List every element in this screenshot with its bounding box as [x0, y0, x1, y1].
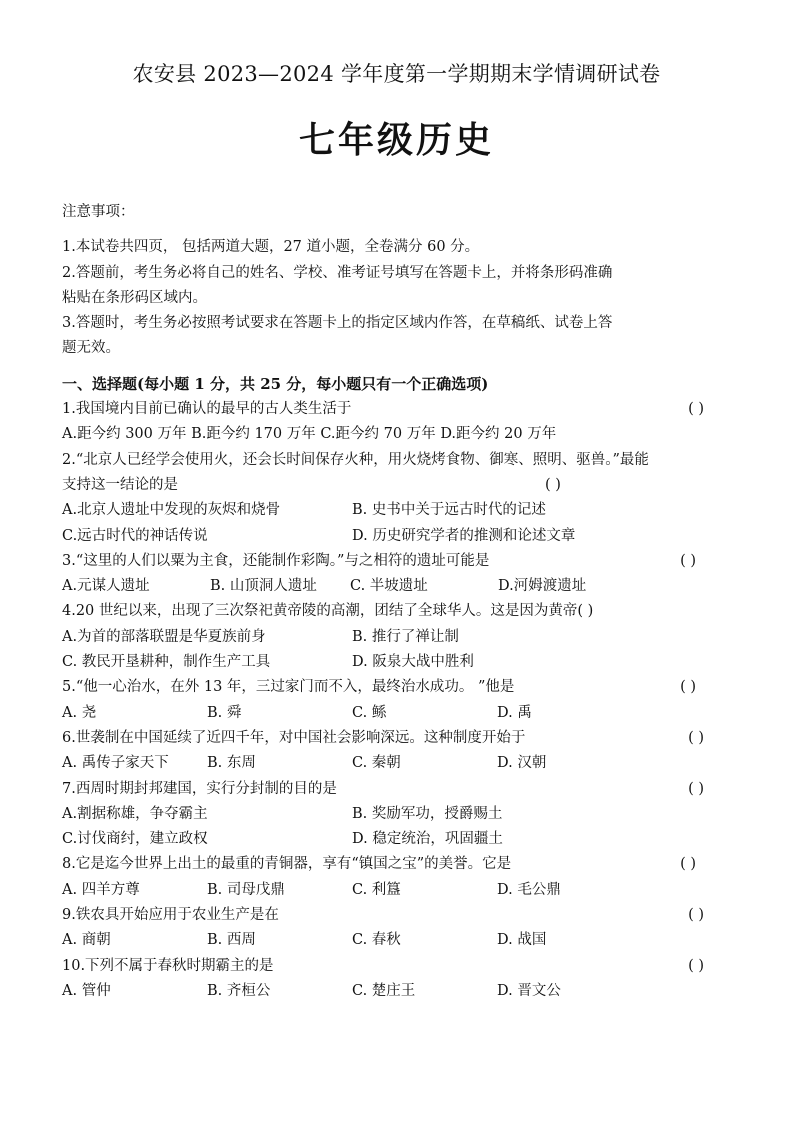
option-a: A.元谋人遗址 [62, 578, 150, 595]
option-a: A. 管仲 [62, 982, 111, 999]
answer-parentheses: ( ) [688, 907, 704, 924]
option-a: A. 商朝 [62, 932, 111, 949]
option-c: C. 春秋 [352, 932, 401, 949]
option-a: A.割据称雄，争夺霸主 [62, 805, 208, 822]
question-9-stem [62, 903, 734, 928]
answer-parentheses: ( ) [545, 476, 561, 493]
question-stem-text: 5.“他一心治水，在外 13 年，三过家门而不入，最终治水成功。 ”他是 [62, 679, 515, 696]
answer-parentheses: ( ) [688, 957, 704, 974]
option-c: C.讨伐商纣，建立政权 [62, 831, 208, 848]
option-d: D. 汉朝 [497, 755, 547, 772]
question-8-options [62, 878, 734, 903]
option-b: B. 奖励军功，授爵赐土 [352, 805, 503, 822]
option-b: B. 司母戊鼎 [207, 881, 285, 898]
question-3-options [62, 574, 734, 599]
option-c: C. 教民开垦耕种，制作生产工具 [62, 654, 271, 671]
option-c: C. 利簋 [352, 881, 401, 898]
answer-parentheses: ( ) [688, 780, 704, 797]
option-c: C. 楚庄王 [352, 982, 416, 999]
question-6-options [62, 751, 734, 776]
option-c: C.远古时代的神话传说 [62, 527, 208, 544]
question-1-options: A.距今约 300 万年 B.距今约 170 万年 C.距今约 70 万年 D.距今约 20 万年 [62, 426, 557, 443]
question-8-stem [62, 852, 734, 877]
option-d: D. 毛公鼎 [497, 881, 561, 898]
answer-parentheses: ( ) [680, 856, 696, 873]
question-stem-text: 6.世袭制在中国延续了近四千年，对中国社会影响深远。这种制度开始于 [62, 729, 526, 746]
option-a: A. 四羊方尊 [62, 881, 140, 898]
option-d: D. 禹 [497, 704, 532, 721]
option-c: C. 秦朝 [352, 755, 401, 772]
notice-item-2-line-2: 粘贴在条形码区域内。 [62, 289, 207, 306]
answer-parentheses: ( ) [688, 729, 704, 746]
question-2-stem-line-2 [62, 473, 734, 498]
question-stem-text: 7.西周时期封邦建国，实行分封制的目的是 [62, 780, 337, 797]
question-3-stem [62, 549, 734, 574]
answer-parentheses: ( ) [688, 401, 704, 418]
subject-title: 七年级历史 [298, 119, 494, 161]
option-d: D. 阪泉大战中胜利 [352, 654, 474, 671]
option-b: B. 山顶洞人遗址 [210, 578, 317, 595]
option-a: A. 禹传子家天下 [62, 755, 169, 772]
question-stem-text: 1.我国境内目前已确认的最早的古人类生活于 [62, 401, 352, 418]
question-5-stem [62, 675, 734, 700]
question-10-options [62, 979, 734, 1004]
question-7-options-row-2 [62, 827, 734, 852]
question-stem-text: 3.“这里的人们以粟为主食，还能制作彩陶。”与之相符的遗址可能是 [62, 552, 490, 569]
notice-item-3-line-1: 3.答题时，考生务必按照考试要求在答题卡上的指定区域内作答，在草稿纸、试卷上答 [62, 315, 613, 332]
question-6-stem [62, 726, 734, 751]
question-4-stem: 4.20 世纪以来，出现了三次祭祀黄帝陵的高潮，团结了全球华人。这是因为黄帝( ) [62, 603, 594, 620]
question-7-options-row-1 [62, 802, 734, 827]
question-stem-text: 8.它是迄今世界上出土的最重的青铜器，享有“镇国之宝”的美誉。它是 [62, 856, 512, 873]
option-a: A.北京人遗址中发现的灰烬和烧骨 [62, 502, 281, 519]
question-5-options [62, 701, 734, 726]
option-d: D. 战国 [497, 932, 547, 949]
option-c: C. 半坡遗址 [350, 578, 428, 595]
option-d: D. 历史研究学者的推测和论述文章 [352, 527, 576, 544]
notice-heading: 注意事项： [62, 204, 135, 220]
exam-content [62, 200, 734, 1004]
question-4-options-row-1 [62, 625, 734, 650]
option-a: A.为首的部落联盟是华夏族前身 [62, 628, 266, 645]
answer-parentheses: ( ) [680, 679, 696, 696]
notice-item-1: 1.本试卷共四页， 包括两道大题，27 道小题，全卷满分 60 分。 [62, 239, 480, 256]
option-b: B. 舜 [207, 704, 242, 721]
question-2-options-row-2 [62, 524, 734, 549]
question-10-stem [62, 954, 734, 979]
option-b: B. 齐桓公 [207, 982, 271, 999]
question-1-stem [62, 397, 734, 422]
option-d: D. 稳定统治，巩固疆土 [352, 831, 503, 848]
option-d: D. 晋文公 [497, 982, 561, 999]
option-b: B. 东周 [207, 755, 256, 772]
option-b: B. 史书中关于远古时代的记述 [352, 502, 546, 519]
exam-title: 农安县 2023—2024 学年度第一学期期末学情调研试卷 [132, 62, 661, 86]
question-stem-text: 9.铁农具开始应用于农业生产是在 [62, 907, 279, 924]
question-2-stem-line-1: 2.“北京人已经学会使用火，还会长时间保存火种，用火烧烤食物、御寒、照明、驱兽。”最能 [62, 451, 649, 468]
question-7-stem [62, 777, 734, 802]
answer-parentheses: ( ) [680, 552, 696, 569]
question-2-options-row-1 [62, 498, 734, 523]
notice-item-3-line-2: 题无效。 [62, 340, 120, 357]
notice-item-2-line-1: 2.答题前，考生务必将自己的姓名、学校、准考证号填写在答题卡上，并将条形码准确 [62, 264, 613, 281]
option-d: D.河姆渡遗址 [498, 578, 587, 595]
question-stem-text: 支持这一结论的是 [62, 476, 178, 493]
option-b: B. 推行了禅让制 [352, 628, 459, 645]
option-a: A. 尧 [62, 704, 97, 721]
option-b: B. 西周 [207, 932, 256, 949]
option-c: C. 鲧 [352, 704, 387, 721]
question-stem-text: 10.下列不属于春秋时期霸主的是 [62, 957, 274, 974]
question-4-options-row-2 [62, 650, 734, 675]
section-1-title: 一、选择题(每小题 1 分，共 25 分，每小题只有一个正确选项) [62, 374, 489, 393]
question-9-options [62, 928, 734, 953]
